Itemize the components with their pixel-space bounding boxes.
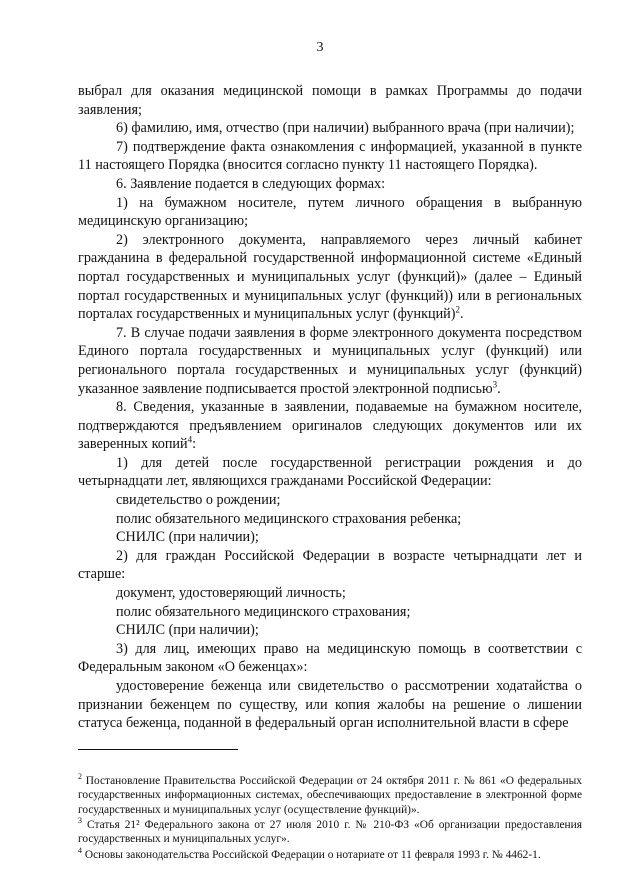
- paragraph-text: 3) для лиц, имеющих право на медицинскую помощь в соответствии с Федеральным законом «О беженцах»:: [78, 640, 582, 676]
- paragraph-text: 6) фамилию, имя, отчество (при наличии) выбранного врача (при наличии);: [116, 120, 575, 137]
- footnote: [78, 818, 582, 847]
- paragraph: [78, 510, 582, 529]
- paragraph: [78, 677, 582, 733]
- footnote-ref: 4: [187, 434, 193, 445]
- paragraph: [78, 82, 582, 119]
- footnote-number: 2: [78, 771, 82, 781]
- paragraph-text: 8. Сведения, указанные в заявлении, подаваемые на бумажном носителе, подтверждаются предъявлением оригиналов следующих документов или их заверенных копий: [78, 399, 582, 453]
- paragraph: [78, 194, 582, 231]
- footnote-text: Постановление Правительства Российской Федерации от 24 октября 2011 г. № 861 «О федеральных государственных информационных системах, обеспечивающих предоставление в электронной форме государственных и муниципальных услуг (осуществление функций)».: [78, 774, 582, 816]
- paragraph: [78, 621, 582, 640]
- paragraph-text: 1) на бумажном носителе, путем личного обращения в выбранную медицинскую организацию;: [78, 194, 582, 230]
- paragraph: [78, 324, 582, 398]
- paragraph: [78, 528, 582, 547]
- paragraph-punct: :: [192, 436, 197, 453]
- paragraph: [78, 584, 582, 603]
- paragraph-text: 2) для граждан Российской Федерации в возрасте четырнадцати лет и старше:: [78, 547, 582, 583]
- paragraph: [78, 398, 582, 454]
- paragraph-text: выбрал для оказания медицинской помощи в рамках Программы до подачи заявления;: [78, 83, 582, 118]
- footnote: [78, 771, 582, 817]
- footnote-ref: 3: [492, 378, 498, 389]
- paragraph-text: удостоверение беженца или свидетельство о рассмотрении ходатайства о признании беженцем по существу, или копия жалобы на решение о лишении статуса беженца, поданной в федеральный орган исполнительной власти в сфере: [78, 678, 582, 732]
- paragraph-text: свидетельство о рождении;: [116, 492, 281, 509]
- page-number: 3: [316, 40, 324, 55]
- paragraph-punct: .: [497, 380, 501, 397]
- footnote-separator: [78, 749, 238, 750]
- footnote: [78, 848, 582, 862]
- paragraph: [78, 138, 582, 175]
- paragraph-text: 7) подтверждение факта ознакомления с информацией, указанной в пункте 11 настоящего Порядка (вносится согласно пункту 11 настоящего Порядка).: [78, 138, 582, 174]
- paragraph-text: 1) для детей после государственной регистрации рождения и до четырнадцати лет, являющихся гражданами Российской Федерации:: [78, 454, 582, 490]
- paragraph-text: СНИЛС (при наличии);: [116, 529, 259, 546]
- paragraph: [78, 175, 582, 194]
- paragraph-text: документ, удостоверяющий личность;: [116, 585, 346, 602]
- paragraph: [78, 603, 582, 622]
- paragraph-text: полис обязательного медицинского страхования;: [116, 603, 411, 620]
- paragraph: [78, 119, 582, 138]
- footnote-text: Статья 21² Федерального закона от 27 июля 2010 г. № 210-ФЗ «Об организации предоставления государственных и муниципальных услуг».: [78, 819, 582, 846]
- paragraph-text: 7. В случае подачи заявления в форме электронного документа посредством Единого портала государственных и муниципальных услуг (функций) или регионального портала государственных и муниципальных услуг (функций) указанное заявление подписывается простой электронной подписью: [78, 324, 582, 397]
- paragraph: [78, 491, 582, 510]
- footnote-number: 4: [78, 846, 82, 856]
- paragraph: [78, 640, 582, 677]
- paragraph: [78, 454, 582, 491]
- footnote-ref: 2: [455, 304, 460, 315]
- paragraph: [78, 547, 582, 584]
- footnotes: [78, 771, 582, 862]
- footnote-number: 3: [78, 816, 82, 826]
- paragraph-punct: .: [460, 306, 464, 323]
- paragraph: [78, 231, 582, 324]
- footnote-text: Основы законодательства Российской Федерации о нотариате от 11 февраля 1993 г. № 4462-1.: [84, 848, 541, 861]
- paragraph-text: полис обязательного медицинского страхования ребенка;: [116, 510, 462, 527]
- paragraph-text: 6. Заявление подается в следующих формах:: [116, 175, 386, 192]
- paragraph-text: 2) электронного документа, направляемого через личный кабинет гражданина в федеральной государственной информационной системе «Единый портал государственных и муниципальных услуг (функций)» (далее – Единый портал государственных и муниципальных услуг (функций)) или в региональных порталах государственных и муниципальных услуг (функций): [78, 231, 582, 323]
- paragraph-text: СНИЛС (при наличии);: [116, 622, 259, 639]
- body-text: [78, 82, 582, 733]
